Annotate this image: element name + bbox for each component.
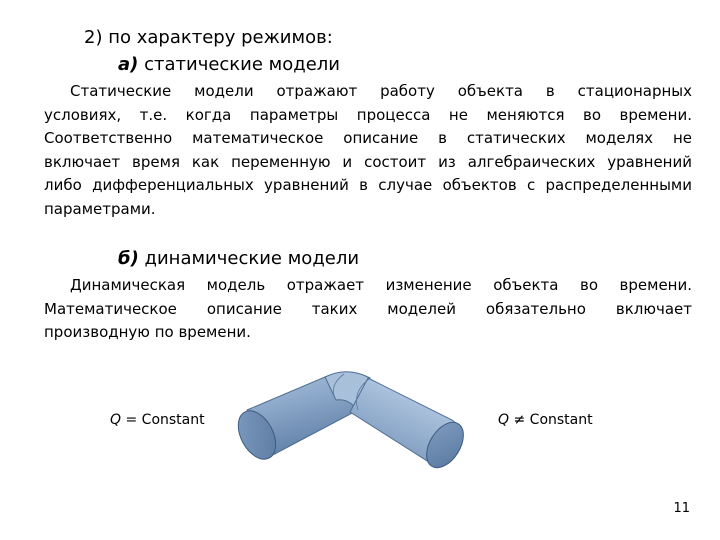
subheading-dynamic-marker: б) — [118, 248, 139, 269]
subheading-dynamic-title: динамические модели — [144, 248, 360, 269]
dynamic-paragraph — [44, 274, 692, 345]
static-paragraph — [44, 80, 692, 221]
label-q-text: = Constant — [121, 412, 205, 428]
label-q-constant — [110, 412, 205, 428]
paragraph-line: включает время как переменную и состоит из алгебраических уравнений — [44, 152, 692, 171]
heading-text: по характеру режимов: — [108, 27, 333, 48]
paragraph-line: параметрами. — [44, 199, 156, 218]
label-q-not-constant — [498, 412, 593, 428]
subheading-dynamic — [118, 248, 359, 269]
paragraph-line: Математическое описание таких моделей обязательно включает — [44, 299, 692, 318]
slide-number: 11 — [673, 501, 690, 516]
label-q-text: ≠ Constant — [509, 412, 593, 428]
paragraph-line: производную по времени. — [44, 323, 251, 341]
paragraph-line: условиях, т.е. когда параметры процесса не меняются во времени. — [44, 105, 692, 124]
subheading-static-marker: а) — [118, 54, 139, 75]
pipe-elbow-illustration — [232, 368, 472, 473]
paragraph-line: Динамическая модель отражает изменение объекта во времени. — [70, 276, 692, 294]
subheading-static-title: статические модели — [144, 54, 340, 75]
subheading-static — [118, 54, 340, 75]
paragraph-line: либо дифференциальных уравнений в случае объектов с распределенными — [44, 176, 692, 194]
paragraph-line: Статические модели отражают работу объекта в стационарных — [70, 82, 692, 100]
section-heading — [84, 27, 333, 48]
label-q-symbol: Q — [110, 412, 122, 428]
label-q-symbol: Q — [498, 412, 510, 428]
paragraph-line: Соответственно математическое описание в статических моделях не — [44, 129, 692, 147]
heading-number: 2) — [84, 27, 103, 48]
